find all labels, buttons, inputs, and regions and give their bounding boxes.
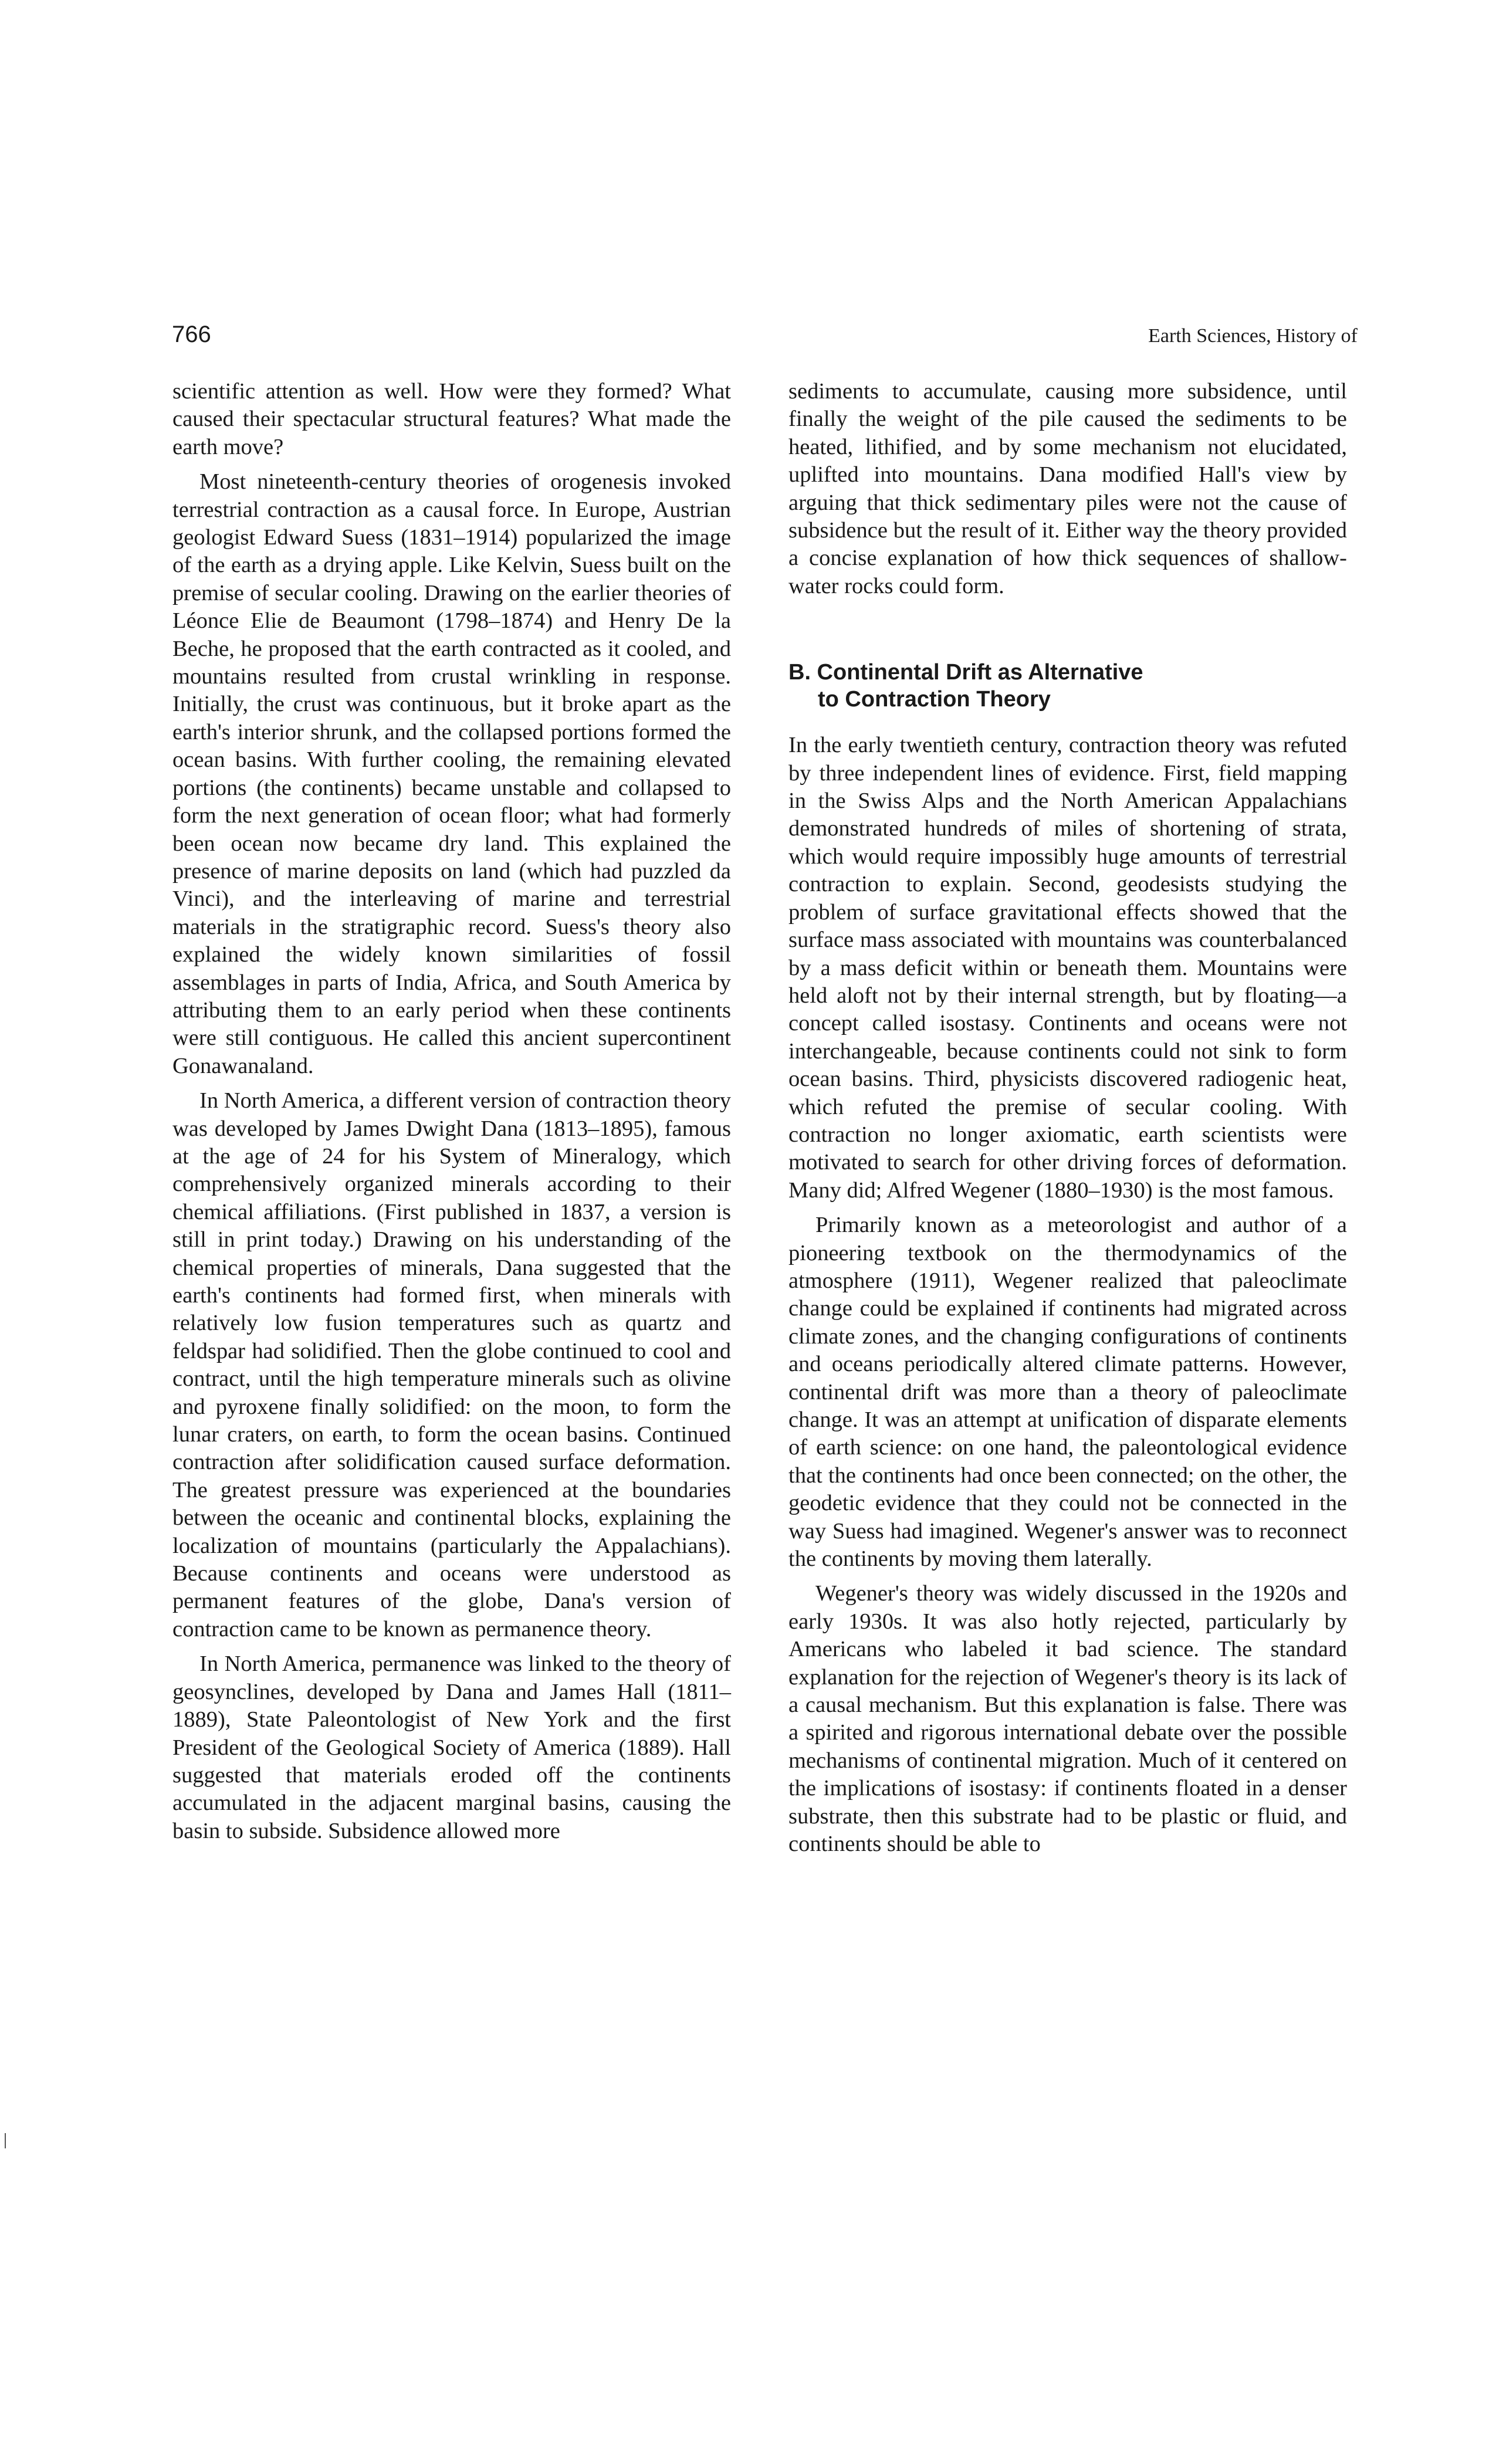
paragraph: sediments to accumulate, causing more subsidence, until finally the weight of the pile caused the sediments to be heated, lithified, and by some mechanism not elucidated, uplifted into mountains. Dana modified Hall's view by arguing that thick sedimentary piles were not the cause of subsidence but the result of it. Either way the theory provided a concise explanation of how thick sequences of shallow-water rocks could form. — [788, 379, 1347, 598]
section-heading — [788, 659, 1347, 713]
paragraph: In North America, a different version of contraction theory was developed by James Dwight Dana (1813–1895), famous at the age of 24 for his System of Mineralogy, which comprehensively organized minerals according to their chemical affiliations. (First published in 1837, a version is still in print today.) Drawing on his understanding of the chemical properties of minerals, Dana suggested that the earth's continents had formed first, when minerals with relatively low fusion temperatures such as quartz and feldspar had solidified. Then the globe continued to cool and contract, until the high temperature minerals such as olivine and pyroxene finally solidified: on the moon, to form the lunar craters, on earth, to form the ocean basins. Continued contraction after solidification caused surface deformation. The greatest pressure was experienced at the boundaries between the oceanic and continental blocks, explaining the localization of mountains (particularly the Appalachians). Because continents and oceans were understood as permanent features of the globe, Dana's version of contraction came to be known as permanence theory. — [172, 1088, 731, 1641]
section-heading-line: to Contraction Theory — [818, 687, 1051, 712]
right-column — [788, 378, 1347, 1859]
paragraph: scientific attention as well. How were they formed? What caused their spectacular structural features? What made the earth move? — [172, 379, 731, 459]
page-number: 766 — [172, 321, 211, 347]
paragraph: Wegener's theory was widely discussed in the 1920s and early 1930s. It was also hotly rejected, particularly by Americans who labeled it bad science. The standard explanation for the rejection of Wegener's theory is its lack of a causal mechanism. But this explanation is false. There was a spirited and rigorous international debate over the possible mechanisms of continental migration. Much of it centered on the implications of isostasy: if continents floated in a denser substrate, then this substrate had to be plastic or fluid, and continents should be able to — [788, 1581, 1347, 1857]
paragraph: Primarily known as a meteorologist and author of a pioneering textbook on the thermodynamics of the atmosphere (1911), Wegener realized that paleoclimate change could be explained if continents had migrated across climate zones, and the changing configurations of continents and oceans periodically altered climate patterns. However, continental drift was more than a theory of paleoclimate change. It was an attempt at unification of disparate elements of earth science: on one hand, the paleontological evidence that the continents had once been connected; on the other, the geodetic evidence that they could not be connected in the way Suess had imagined. Wegener's answer was to reconnect the continents by moving them laterally. — [788, 1213, 1347, 1572]
paragraph: In North America, permanence was linked to the theory of geosynclines, developed by Dana and James Hall (1811–1889), State Paleontologist of New York and the first President of the Geological Society of America (1889). Hall suggested that materials eroded off the continents accumulated in the adjacent marginal basins, causing the basin to subside. Subsidence allowed more — [172, 1651, 731, 1843]
left-column — [172, 378, 731, 1845]
running-head: Earth Sciences, History of — [1148, 325, 1358, 347]
paragraph: In the early twentieth century, contraction theory was refuted by three independent lines of evidence. First, field mapping in the Swiss Alps and the North American Appalachians demonstrated hundreds of miles of shortening of strata, which would require impossibly huge amounts of terrestrial contraction to explain. Second, geodesists studying the problem of surface gravitational effects showed that the surface mass associated with mountains was counterbalanced by a mass deficit within or beneath them. Mountains were held aloft not by their internal strength, but by floating—a concept called isostasy. Continents and oceans were not interchangeable, because continents could not sink to form ocean basins. Third, physicists discovered radiogenic heat, which refuted the premise of secular cooling. With contraction no longer axiomatic, earth scientists were motivated to search for other driving forces of deformation. Many did; Alfred Wegener (1880–1930) is the most famous. — [788, 733, 1347, 1203]
section-heading-line: B. Continental Drift as Alternative — [788, 660, 1143, 685]
paragraph: Most nineteenth-century theories of orogenesis invoked terrestrial contraction as a causal force. In Europe, Austrian geologist Edward Suess (1831–1914) popularized the image of the earth as a drying apple. Like Kelvin, Suess built on the premise of secular cooling. Drawing on the earlier theories of Léonce Elie de Beaumont (1798–1874) and Henry De la Beche, he proposed that the earth contracted as it cooled, and mountains resulted from crustal wrinkling in response. Initially, the crust was continuous, but it broke apart as the earth's interior shrunk, and the collapsed portions formed the ocean basins. With further cooling, the remaining elevated portions (the continents) became unstable and collapsed to form the next generation of ocean floor; what had formerly been ocean now became dry land. This explained the presence of marine deposits on land (which had puzzled da Vinci), and the interleaving of marine and terrestrial materials in the stratigraphic record. Suess's theory also explained the widely known similarities of fossil assemblages in parts of India, Africa, and South America by attributing them to an early period when these continents were still contiguous. He called this ancient supercontinent Gonawanaland. — [172, 469, 731, 1078]
margin-mark — [5, 2133, 6, 2148]
